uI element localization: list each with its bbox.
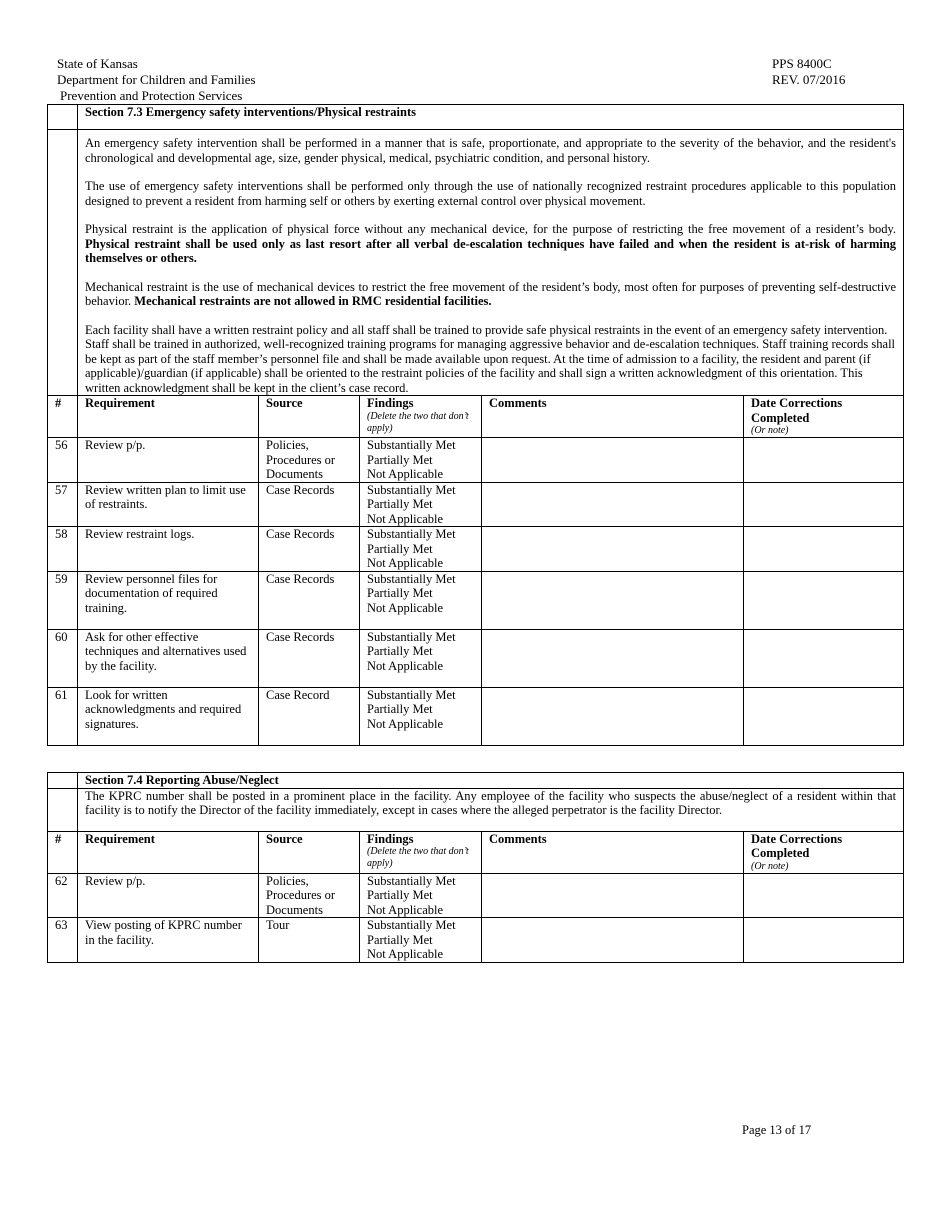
findings-header-note: (Delete the two that don’t apply): [367, 410, 469, 434]
row-number: 63: [48, 918, 78, 963]
row-findings[interactable]: [360, 687, 482, 745]
finding-option: Partially Met: [367, 497, 433, 511]
finding-option: Not Applicable: [367, 716, 444, 731]
row-source: Policies, Procedures or Documents: [259, 873, 360, 918]
table-row: [48, 438, 904, 483]
date-header-note: (Or note): [751, 860, 789, 872]
comments-header: Comments: [482, 396, 744, 438]
header-right: [772, 56, 845, 88]
row-source: Case Records: [259, 527, 360, 572]
finding-option: Substantially Met: [367, 629, 456, 644]
comments-header: Comments: [482, 831, 744, 873]
source-header: Source: [259, 831, 360, 873]
row-requirement: Review written plan to limit use of restraints.: [78, 482, 259, 527]
finding-option: Partially Met: [367, 932, 433, 947]
row-source: Case Records: [259, 629, 360, 687]
date-header: [744, 831, 904, 873]
header-left: [57, 56, 256, 104]
intro-blank-cell: [48, 130, 78, 396]
mechanical-restraint-definition: Mechanical restraint is the use of mechanical devices to restrict the free movement of the resident’s body, most often for purposes of preventing self-destructive behavior.: [85, 279, 897, 308]
row-requirement: Review p/p.: [78, 438, 259, 483]
table-row: [48, 482, 904, 527]
row-requirement: Ask for other effective techniques and alternatives used by the facility.: [78, 629, 259, 687]
intro-paragraph: [85, 280, 896, 309]
finding-option: Substantially Met: [367, 918, 456, 932]
row-comments[interactable]: [482, 482, 744, 527]
service-label: Prevention and Protection Services: [60, 88, 243, 103]
row-number: 56: [48, 438, 78, 483]
table-row: [48, 873, 904, 918]
table-row: [48, 629, 904, 687]
row-number: 58: [48, 527, 78, 572]
section-intro: [78, 130, 904, 396]
row-comments[interactable]: [482, 438, 744, 483]
date-header-note: (Or note): [751, 425, 789, 436]
finding-option: Partially Met: [367, 888, 433, 902]
intro-paragraph: Each facility shall have a written restraint policy and all staff shall be trained to provide safe physical restraints in the event of an emergency safety intervention. Staff shall be trained in authorized, well-recognized training programs for managing aggressive behavior and de-escalation techniques. Staff training records shall be kept as part of the staff member’s personnel file and shall be made available upon request. At the time of admission to a facility, the resident and parent (if applicable)/guardian (if applicable) shall be oriented to the restraint policies of the facility and shall sign a written acknowledgment of this orientation. This written acknowledgment shall be kept in the client’s case record.: [85, 322, 896, 395]
row-date[interactable]: [744, 687, 904, 745]
row-comments[interactable]: [482, 629, 744, 687]
finding-option: Partially Met: [367, 541, 433, 556]
row-findings[interactable]: [360, 629, 482, 687]
finding-option: Substantially Met: [367, 527, 456, 541]
finding-option: Not Applicable: [367, 902, 444, 917]
intro-paragraph: The use of emergency safety interventions shall be performed only through the use of nationally recognized restraint procedures applicable to this population designed to prevent a resident from harming self or others by exerting external control over physical movement.: [85, 179, 897, 208]
section-7-4-table: [47, 772, 904, 963]
requirement-header: Requirement: [78, 396, 259, 438]
num-header: #: [48, 396, 78, 438]
department-label: Department for Children and Families: [57, 72, 256, 87]
finding-option: Not Applicable: [367, 467, 444, 481]
row-requirement: View posting of KPRC number in the facility.: [78, 918, 259, 963]
row-date[interactable]: [744, 438, 904, 483]
mechanical-restraint-rule: Mechanical restraints are not allowed in RMC residential facilities.: [134, 294, 492, 308]
table-row: [48, 527, 904, 572]
row-source: Case Records: [259, 482, 360, 527]
finding-option: Not Applicable: [367, 947, 444, 961]
row-comments[interactable]: [482, 527, 744, 572]
row-source: Policies, Procedures or Documents: [259, 438, 360, 483]
finding-option: Substantially Met: [367, 438, 456, 452]
findings-header-label: Findings: [367, 831, 414, 846]
row-comments[interactable]: [482, 873, 744, 918]
finding-option: Not Applicable: [367, 600, 444, 615]
source-header: Source: [259, 396, 360, 438]
row-findings[interactable]: [360, 873, 482, 918]
row-requirement: Review restraint logs.: [78, 527, 259, 572]
date-header-label: Date Corrections Completed: [751, 396, 843, 425]
intro-paragraph: An emergency safety intervention shall be performed in a manner that is safe, proportionate, and appropriate to the severity of the behavior, and the resident's chronological and developmental age, size, gender physical, medical, psychiatric condition, and personal history.: [85, 136, 897, 165]
row-source: Tour: [259, 918, 360, 963]
row-number: 60: [48, 629, 78, 687]
row-date[interactable]: [744, 873, 904, 918]
row-requirement: Review p/p.: [78, 873, 259, 918]
row-date[interactable]: [744, 571, 904, 629]
row-number: 61: [48, 687, 78, 745]
row-source: Case Record: [259, 687, 360, 745]
section-blank-cell: [48, 773, 78, 789]
intro-paragraph: [85, 222, 896, 266]
row-source: Case Records: [259, 571, 360, 629]
row-date[interactable]: [744, 918, 904, 963]
findings-header: [360, 831, 482, 873]
row-number: 59: [48, 571, 78, 629]
table-row: [48, 571, 904, 629]
row-requirement: Look for written acknowledgments and required signatures.: [78, 687, 259, 745]
form-number: PPS 8400C: [772, 56, 832, 71]
section-intro: The KPRC number shall be posted in a prominent place in the facility. Any employee of the facility who suspects the abuse/neglect of a resident within that facility is to notify the Director of the facility immediately, except in cases where the alleged perpetrator is the facility Director.: [78, 788, 904, 831]
row-number: 62: [48, 873, 78, 918]
finding-option: Substantially Met: [367, 482, 456, 497]
row-date[interactable]: [744, 482, 904, 527]
section-7-3-table: [47, 104, 904, 746]
row-number: 57: [48, 482, 78, 527]
section-title: Section 7.4 Reporting Abuse/Neglect: [78, 773, 904, 789]
row-findings[interactable]: [360, 527, 482, 572]
row-findings[interactable]: [360, 918, 482, 963]
row-date[interactable]: [744, 527, 904, 572]
date-header: [744, 396, 904, 438]
table-row: [48, 687, 904, 745]
physical-restraint-definition: Physical restraint is the application of physical force without any mechanical device, for the purpose of restricting the free movement of a resident’s body.: [85, 222, 897, 236]
physical-restraint-rule: Physical restraint shall be used only as last resort after all verbal de-escalation techniques have failed and when the resident is at-risk of harming themselves or others.: [85, 236, 897, 265]
column-header-row: [48, 831, 904, 873]
page-number: Page 13 of 17: [742, 1123, 812, 1137]
finding-option: Not Applicable: [367, 511, 444, 526]
table-row: [48, 918, 904, 963]
num-header: #: [48, 831, 78, 873]
findings-header-note: (Delete the two that don’t apply): [367, 846, 469, 869]
finding-option: Substantially Met: [367, 873, 456, 888]
date-header-label: Date Corrections Completed: [751, 831, 843, 860]
finding-option: Substantially Met: [367, 687, 456, 702]
requirement-header: Requirement: [78, 831, 259, 873]
finding-option: Partially Met: [367, 452, 433, 467]
finding-option: Partially Met: [367, 586, 433, 600]
row-requirement: Review personnel files for documentation of required training.: [78, 571, 259, 629]
intro-blank-cell: [48, 788, 78, 831]
row-date[interactable]: [744, 629, 904, 687]
finding-option: Substantially Met: [367, 571, 456, 586]
row-comments[interactable]: [482, 571, 744, 629]
section-title: Section 7.3 Emergency safety interventions/Physical restraints: [78, 105, 904, 130]
section-blank-cell: [48, 105, 78, 130]
row-comments[interactable]: [482, 687, 744, 745]
findings-header: [360, 396, 482, 438]
row-findings[interactable]: [360, 438, 482, 483]
state-label: State of Kansas: [57, 56, 138, 71]
finding-option: Partially Met: [367, 702, 433, 716]
finding-option: Not Applicable: [367, 658, 444, 673]
finding-option: Not Applicable: [367, 556, 444, 570]
findings-header-label: Findings: [367, 396, 414, 410]
row-comments[interactable]: [482, 918, 744, 963]
row-findings[interactable]: [360, 571, 482, 629]
column-header-row: [48, 396, 904, 438]
row-findings[interactable]: [360, 482, 482, 527]
finding-option: Partially Met: [367, 644, 433, 658]
revision-date: REV. 07/2016: [772, 72, 846, 87]
